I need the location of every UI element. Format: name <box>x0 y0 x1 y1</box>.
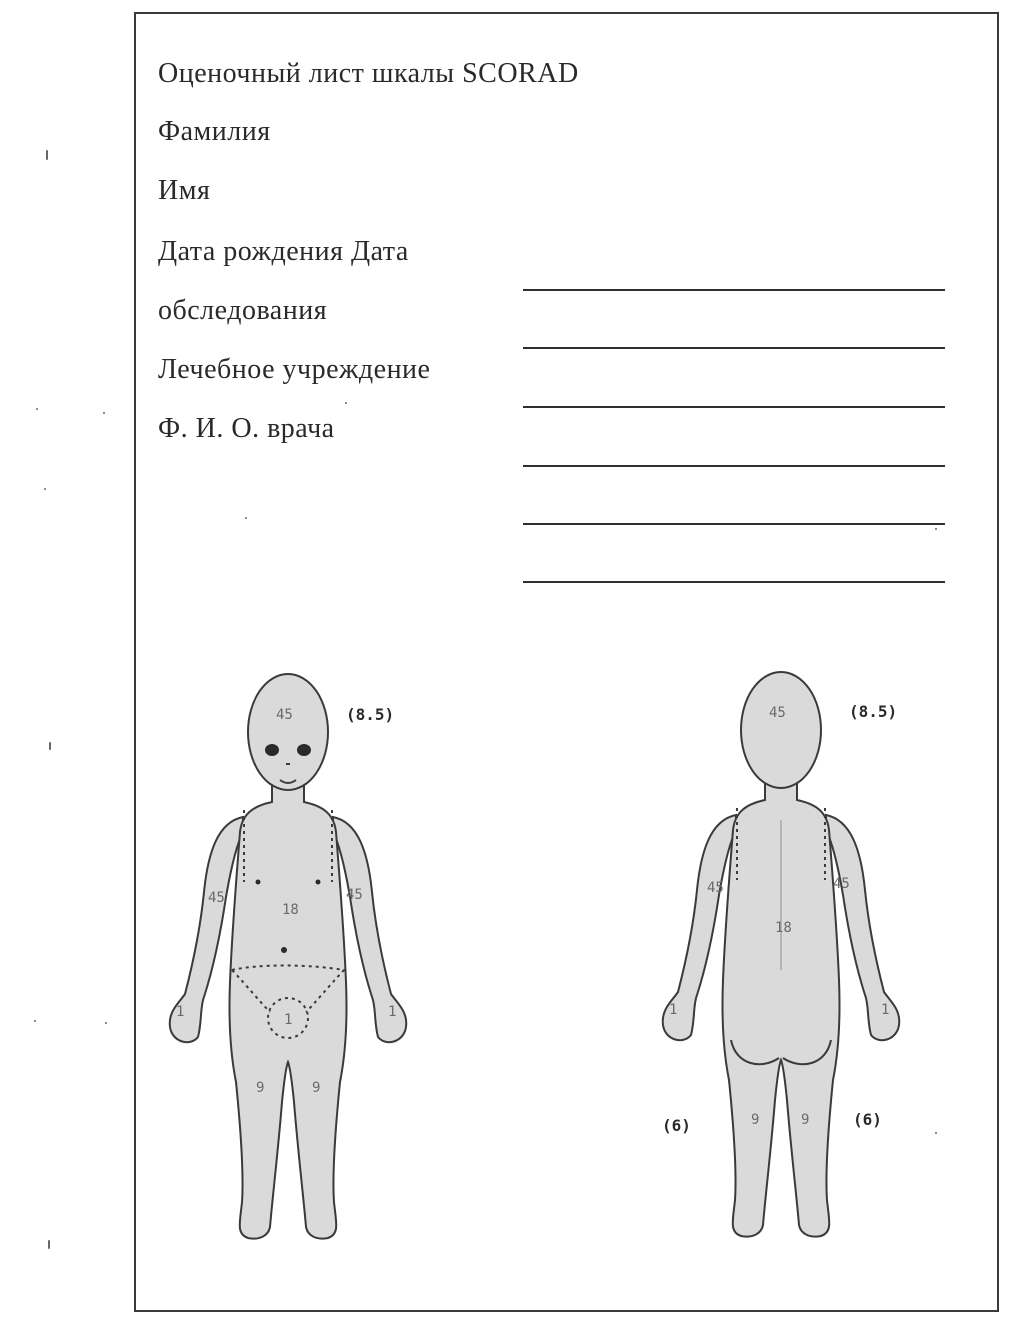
front-genital-pct: 1 <box>284 1012 293 1028</box>
label-birth-date: Дата рождения Дата <box>158 236 409 267</box>
front-arm-left-pct: 45 <box>208 890 225 906</box>
eye-right-icon <box>297 744 311 756</box>
back-arm-right-pct: 45 <box>833 876 850 892</box>
back-trunk-pct: 18 <box>775 920 792 936</box>
back-leg-note-left: (6) <box>662 1116 691 1135</box>
label-institution: Лечебное учреждение <box>158 354 431 385</box>
label-exam-date: обследования <box>158 295 328 326</box>
back-leg-note-right: (6) <box>853 1110 882 1129</box>
back-leg-left-pct: 9 <box>751 1112 760 1128</box>
front-hand-right-pct: 1 <box>388 1004 397 1020</box>
body-front <box>170 674 407 1239</box>
label-surname: Фамилия <box>158 116 271 147</box>
label-doctor-name: Ф. И. О. врача <box>158 413 335 444</box>
eye-left-icon <box>265 744 279 756</box>
front-head-pct: 45 <box>276 707 293 723</box>
label-name: Имя <box>158 175 211 206</box>
back-arm-left-pct: 45 <box>707 880 724 896</box>
front-trunk-pct: 18 <box>282 902 299 918</box>
front-head-note: (8.5) <box>346 705 395 724</box>
front-leg-left-pct: 9 <box>256 1080 265 1096</box>
body-back <box>663 672 900 1237</box>
form-title: Оценочный лист шкалы SCORAD <box>158 58 579 89</box>
front-arm-right-pct: 45 <box>346 887 363 903</box>
back-leg-right-pct: 9 <box>801 1112 810 1128</box>
back-hand-right-pct: 1 <box>881 1002 890 1018</box>
front-leg-right-pct: 9 <box>312 1080 321 1096</box>
back-head-pct: 45 <box>769 705 786 721</box>
back-head-note: (8.5) <box>849 702 898 721</box>
front-hand-left-pct: 1 <box>176 1004 185 1020</box>
back-hand-left-pct: 1 <box>669 1002 678 1018</box>
